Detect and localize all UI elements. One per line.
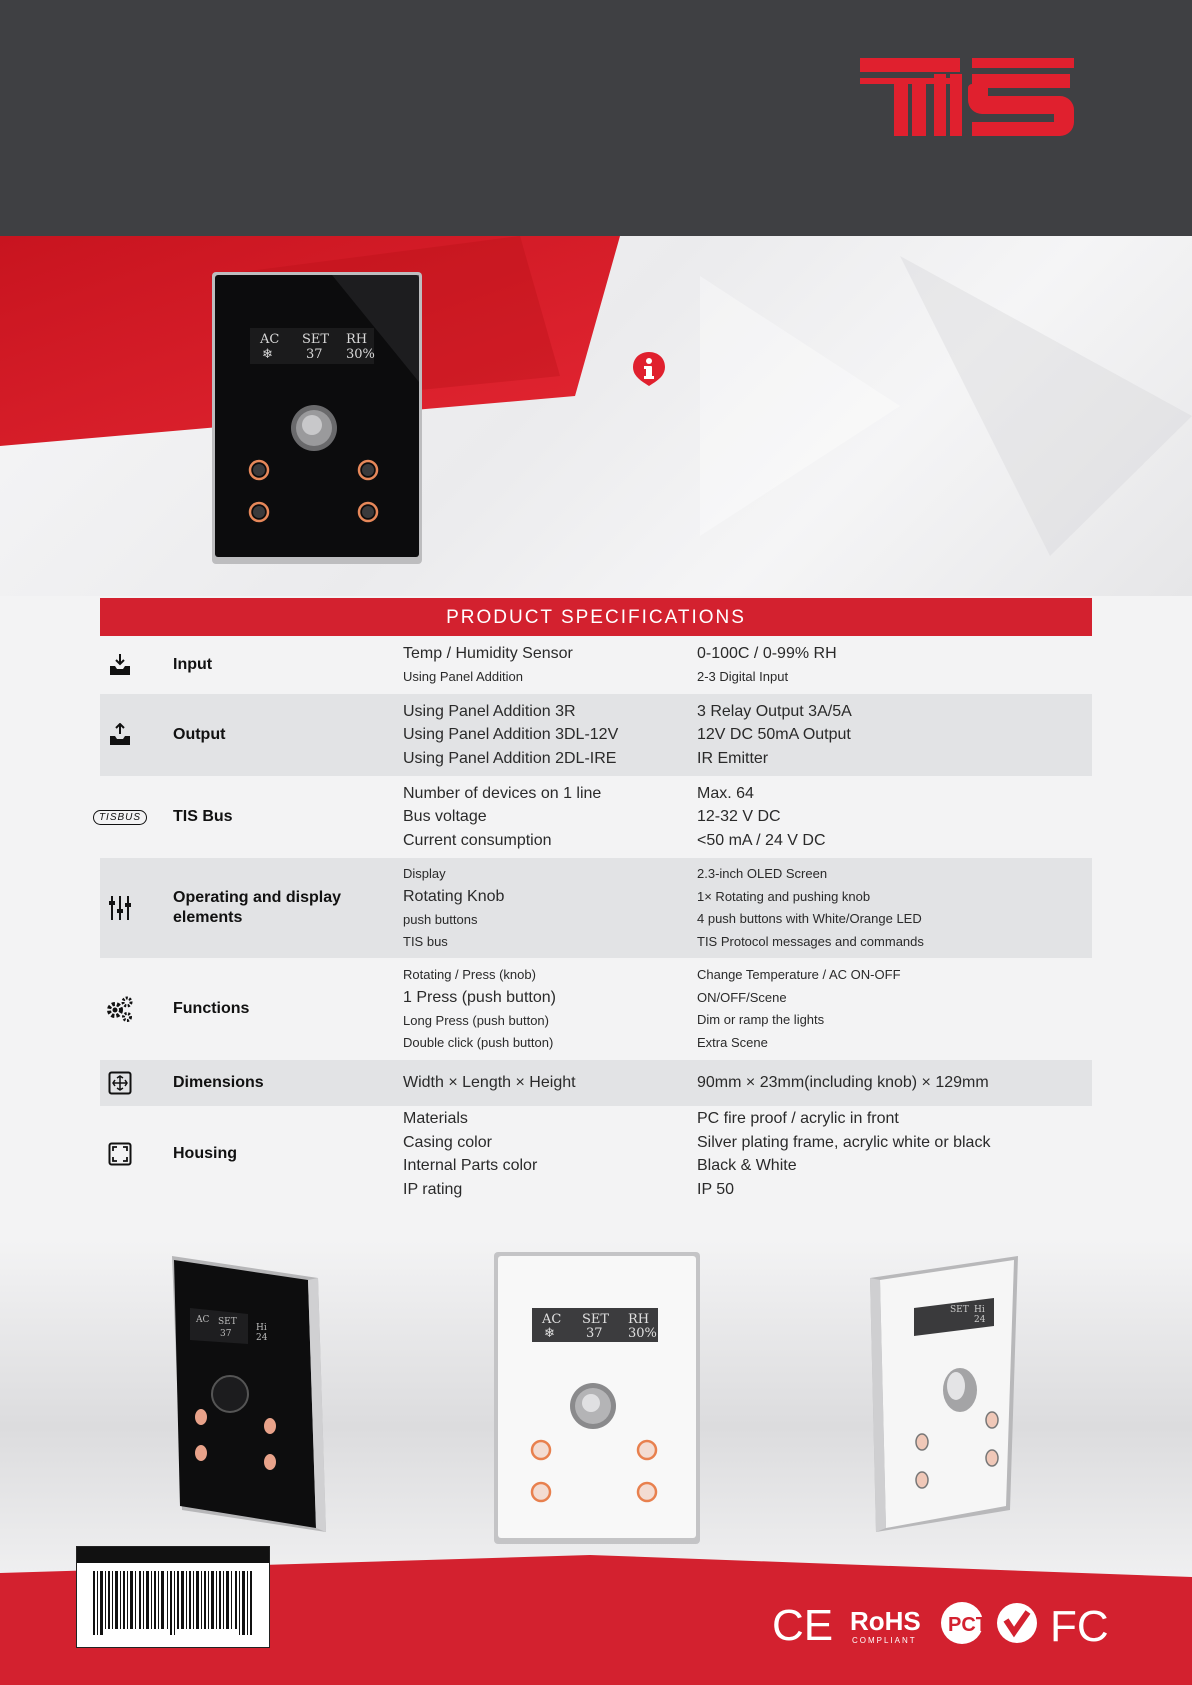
spec-value: Black & White	[697, 1157, 797, 1174]
tis-logo	[860, 50, 1100, 140]
spec-value: Casing color	[403, 1133, 492, 1151]
oled-white-value-3: 30%	[628, 1326, 657, 1341]
oled-label-1: AC	[260, 332, 280, 347]
spec-value: 12V DC 50mA Output	[697, 726, 851, 744]
spec-title: PRODUCT SPECIFICATIONS	[100, 598, 1092, 636]
spec-value: PC fire proof / acrylic in front	[697, 1110, 899, 1127]
spec-column-b	[697, 636, 1097, 694]
oled-alt-value-2: 37	[220, 1329, 232, 1339]
spec-value: <50 mA / 24 V DC	[697, 831, 826, 849]
spec-column-a	[403, 1060, 693, 1106]
spec-value: Max. 64	[697, 784, 754, 802]
oled-white-label-1: AC	[542, 1312, 562, 1327]
oled-white-value-1: ❄	[544, 1326, 555, 1341]
spec-column-a	[403, 858, 693, 958]
spec-column-b	[697, 1060, 1097, 1106]
tisbus-logo-text: TISBUS	[93, 810, 147, 825]
spec-column-b	[697, 958, 1097, 1060]
hero-red-banner	[0, 236, 1192, 596]
tisbus-logo-icon	[88, 810, 152, 825]
sliders-icon	[88, 895, 152, 921]
spec-row-dimensions	[100, 1060, 1092, 1106]
spec-label: Input	[173, 656, 213, 673]
spec-value: Current consumption	[403, 831, 552, 849]
spec-value: Using Panel Addition 3R	[403, 702, 576, 720]
spec-column-b	[697, 858, 1097, 958]
spec-value: push buttons	[403, 911, 478, 927]
oled-value-3: 30%	[346, 347, 375, 362]
spec-value: 2-3 Digital Input	[697, 668, 789, 684]
info-icon	[630, 350, 668, 388]
spec-label: TIS Bus	[173, 808, 233, 825]
spec-value: 0-100C / 0-99% RH	[697, 645, 837, 662]
spec-value: 1× Rotating and pushing knob	[697, 888, 871, 904]
spec-value: 2.3-inch OLED Screen	[697, 866, 828, 881]
spec-value: Change Temperature / AC ON-OFF	[697, 967, 901, 982]
spec-value: 3 Relay Output 3A/5A	[697, 702, 852, 720]
spec-value: Display	[403, 865, 446, 881]
oled-alt-label-2: SET	[218, 1317, 237, 1327]
spec-value: Using Panel Addition	[403, 668, 523, 684]
spec-value: Internal Parts color	[403, 1157, 538, 1174]
spec-value: Rotating Knob	[403, 888, 505, 905]
spec-column-a	[403, 694, 693, 776]
oled-value-2: 37	[306, 347, 323, 362]
spec-value: 12-32 V DC	[697, 808, 781, 826]
housing-frame-icon	[88, 1142, 152, 1166]
barcode	[76, 1546, 270, 1648]
spec-value: TIS bus	[403, 934, 448, 949]
pct-mark: PCT	[948, 1614, 988, 1636]
spec-value: 4 push buttons with White/Orange LED	[697, 911, 922, 926]
spec-label: Housing	[173, 1145, 237, 1162]
spec-value: Materials	[403, 1110, 468, 1127]
spec-column-a	[403, 636, 693, 694]
hero-section	[0, 236, 1192, 596]
device-panel-white	[494, 1252, 700, 1544]
oled-white-label-3: RH	[628, 1312, 650, 1327]
oled-value-1: ❄	[262, 347, 273, 362]
spec-value: Using Panel Addition 2DL-IRE	[403, 749, 617, 767]
spec-value: Double click (push button)	[403, 1035, 554, 1050]
spec-value: Long Press (push button)	[403, 1012, 549, 1028]
rohs-compliant: COMPLIANT	[852, 1636, 917, 1645]
spec-value: Dim or ramp the lights	[697, 1012, 825, 1027]
spec-value: 1 Press (push button)	[403, 989, 556, 1006]
certification-logos	[772, 1598, 1122, 1648]
spec-row-housing	[100, 1106, 1092, 1202]
dimensions-icon	[88, 1071, 152, 1095]
device-panel-white-angled	[864, 1248, 1024, 1540]
spec-table	[100, 598, 1092, 1202]
spec-row-tis-bus	[100, 776, 1092, 858]
device-panel-black	[212, 272, 422, 564]
spec-column-a	[403, 1106, 693, 1202]
oled-white-label-2: SET	[582, 1312, 610, 1327]
spec-value: Number of devices on 1 line	[403, 784, 602, 802]
oled-alt-label-3: Hi	[256, 1323, 267, 1333]
spec-value: IP 50	[697, 1180, 735, 1198]
oled-alt2-label: SET	[950, 1305, 969, 1315]
spec-label: Functions	[173, 1000, 250, 1017]
rohs-mark: RoHS	[850, 1606, 921, 1636]
spec-label: Output	[173, 726, 226, 743]
spec-column-a	[403, 958, 693, 1060]
spec-row-operating	[100, 858, 1092, 958]
spec-value: IR Emitter	[697, 749, 769, 767]
device-panel-black-angled	[168, 1248, 328, 1540]
spec-value: TIS Protocol messages and commands	[697, 933, 924, 949]
download-tray-icon	[88, 653, 152, 677]
spec-column-b	[697, 776, 1097, 858]
spec-column-b	[697, 694, 1097, 776]
gears-icon	[88, 996, 152, 1022]
spec-value: ON/OFF/Scene	[697, 989, 787, 1005]
upload-tray-icon	[88, 723, 152, 747]
oled-alt2-label-3: Hi	[974, 1305, 985, 1315]
oled-label-3: RH	[346, 332, 368, 347]
spec-value: IP rating	[403, 1180, 463, 1198]
spec-label: Operating and display elements	[173, 889, 342, 926]
oled-label-2: SET	[302, 332, 330, 347]
spec-value: Temp / Humidity Sensor	[403, 645, 573, 662]
spec-value: 90mm × 23mm(including knob) × 129mm	[697, 1074, 989, 1092]
spec-row-functions	[100, 958, 1092, 1060]
spec-column-a	[403, 776, 693, 858]
oled-alt2-value-3: 24	[974, 1315, 986, 1325]
spec-value: Bus voltage	[403, 808, 487, 826]
ce-mark: CE	[772, 1601, 834, 1648]
fc-mark: FC	[1050, 1602, 1109, 1648]
spec-value: Silver plating frame, acrylic white or black	[697, 1133, 991, 1151]
spec-value: Width × Length × Height	[403, 1074, 576, 1092]
spec-value: Rotating / Press (knob)	[403, 966, 536, 982]
spec-label: Dimensions	[173, 1074, 264, 1091]
oled-alt-label-1: AC	[196, 1315, 210, 1325]
oled-white-value-2: 37	[586, 1326, 603, 1341]
spec-row-output	[100, 694, 1092, 776]
oled-alt-value-3: 24	[256, 1333, 268, 1343]
spec-column-b	[697, 1106, 1097, 1202]
spec-value: Using Panel Addition 3DL-12V	[403, 726, 619, 744]
spec-value: Extra Scene	[697, 1034, 768, 1050]
spec-row-input	[100, 636, 1092, 694]
